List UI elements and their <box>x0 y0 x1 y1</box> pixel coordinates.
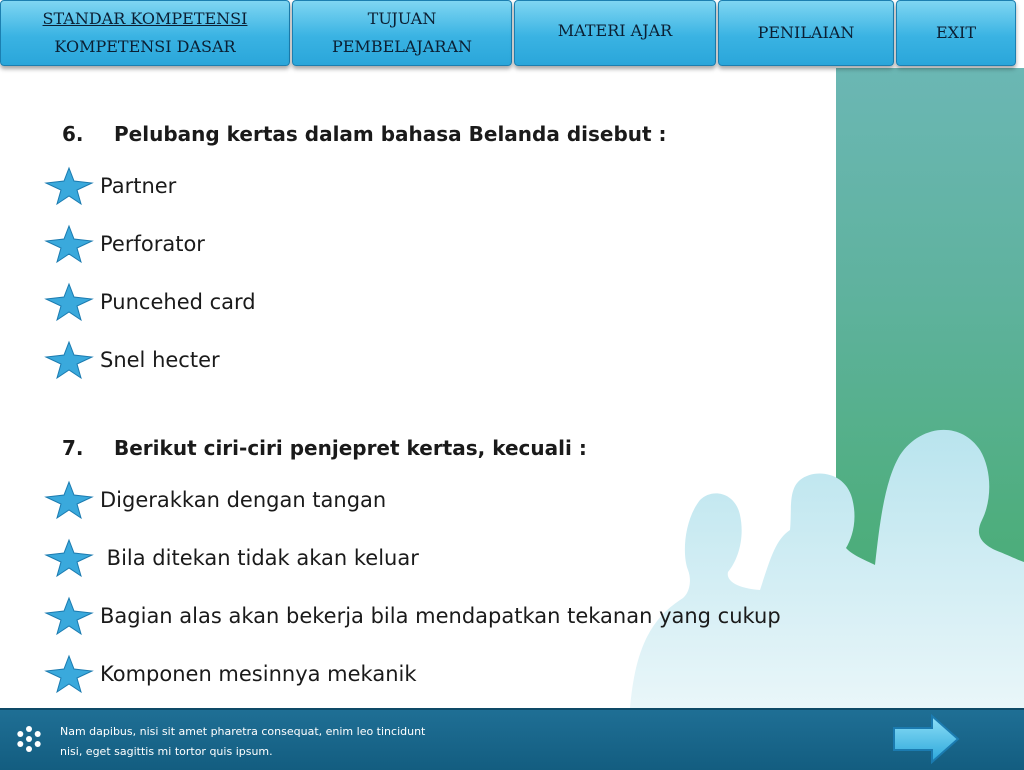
option-item[interactable] <box>44 596 781 636</box>
star-icon <box>44 654 94 694</box>
question-text: Berikut ciri-ciri penjepret kertas, kecuali : <box>114 436 587 460</box>
option-label: Puncehed card <box>100 290 256 314</box>
question-7 <box>62 436 587 460</box>
star-icon <box>44 340 94 380</box>
option-item[interactable] <box>44 654 417 694</box>
option-item[interactable] <box>44 224 205 264</box>
option-label: Komponen mesinnya mekanik <box>100 662 417 686</box>
option-label: Snel hecter <box>100 348 220 372</box>
nav-materi-ajar-button[interactable] <box>514 0 716 66</box>
option-item[interactable] <box>44 166 177 206</box>
option-item[interactable] <box>44 282 256 322</box>
option-label: Perforator <box>100 232 205 256</box>
nav-penilaian-label: PENILAIAN <box>757 23 855 42</box>
star-icon <box>44 480 94 520</box>
footer-text <box>60 722 425 762</box>
option-label: Bagian alas akan bekerja bila mendapatkan tekanan yang cukup <box>100 604 781 628</box>
nav-tujuan-line2: PEMBELAJARAN <box>331 37 472 56</box>
nav-exit-label: EXIT <box>935 23 977 42</box>
option-item[interactable] <box>44 480 387 520</box>
snowflake-icon <box>14 724 44 754</box>
question-text: Pelubang kertas dalam bahasa Belanda disebut : <box>114 122 667 146</box>
star-icon <box>44 166 94 206</box>
question-number: 6. <box>62 122 84 146</box>
question-6 <box>62 122 667 146</box>
footer-bar <box>0 708 1024 770</box>
nav-standar-line2: KOMPETENSI DASAR <box>54 37 236 56</box>
star-icon <box>44 596 94 636</box>
nav-penilaian-button[interactable] <box>718 0 894 66</box>
star-icon <box>44 538 94 578</box>
option-label: Digerakkan dengan tangan <box>100 488 387 512</box>
nav-standar-kompetensi-button[interactable] <box>0 0 290 66</box>
footer-line-2: nisi, eget sagittis mi tortor quis ipsum. <box>60 745 273 758</box>
people-silhouette-graphic <box>600 420 1024 708</box>
option-label: Partner <box>100 174 177 198</box>
nav-tujuan-pembelajaran-button[interactable] <box>292 0 512 66</box>
option-item[interactable] <box>44 340 220 380</box>
option-label: Bila ditekan tidak akan keluar <box>100 546 419 570</box>
star-icon <box>44 224 94 264</box>
question-number: 7. <box>62 436 84 460</box>
option-item[interactable] <box>44 538 419 578</box>
nav-materi-label: MATERI AJAR <box>557 21 673 40</box>
nav-standar-line1: STANDAR KOMPETENSI <box>42 9 248 28</box>
nav-tujuan-line1: TUJUAN <box>367 9 437 28</box>
top-navigation <box>0 0 1024 70</box>
nav-exit-button[interactable] <box>896 0 1016 66</box>
footer-line-1: Nam dapibus, nisi sit amet pharetra consequat, enim leo tincidunt <box>60 725 426 738</box>
star-icon <box>44 282 94 322</box>
arrow-right-icon[interactable] <box>892 714 960 764</box>
